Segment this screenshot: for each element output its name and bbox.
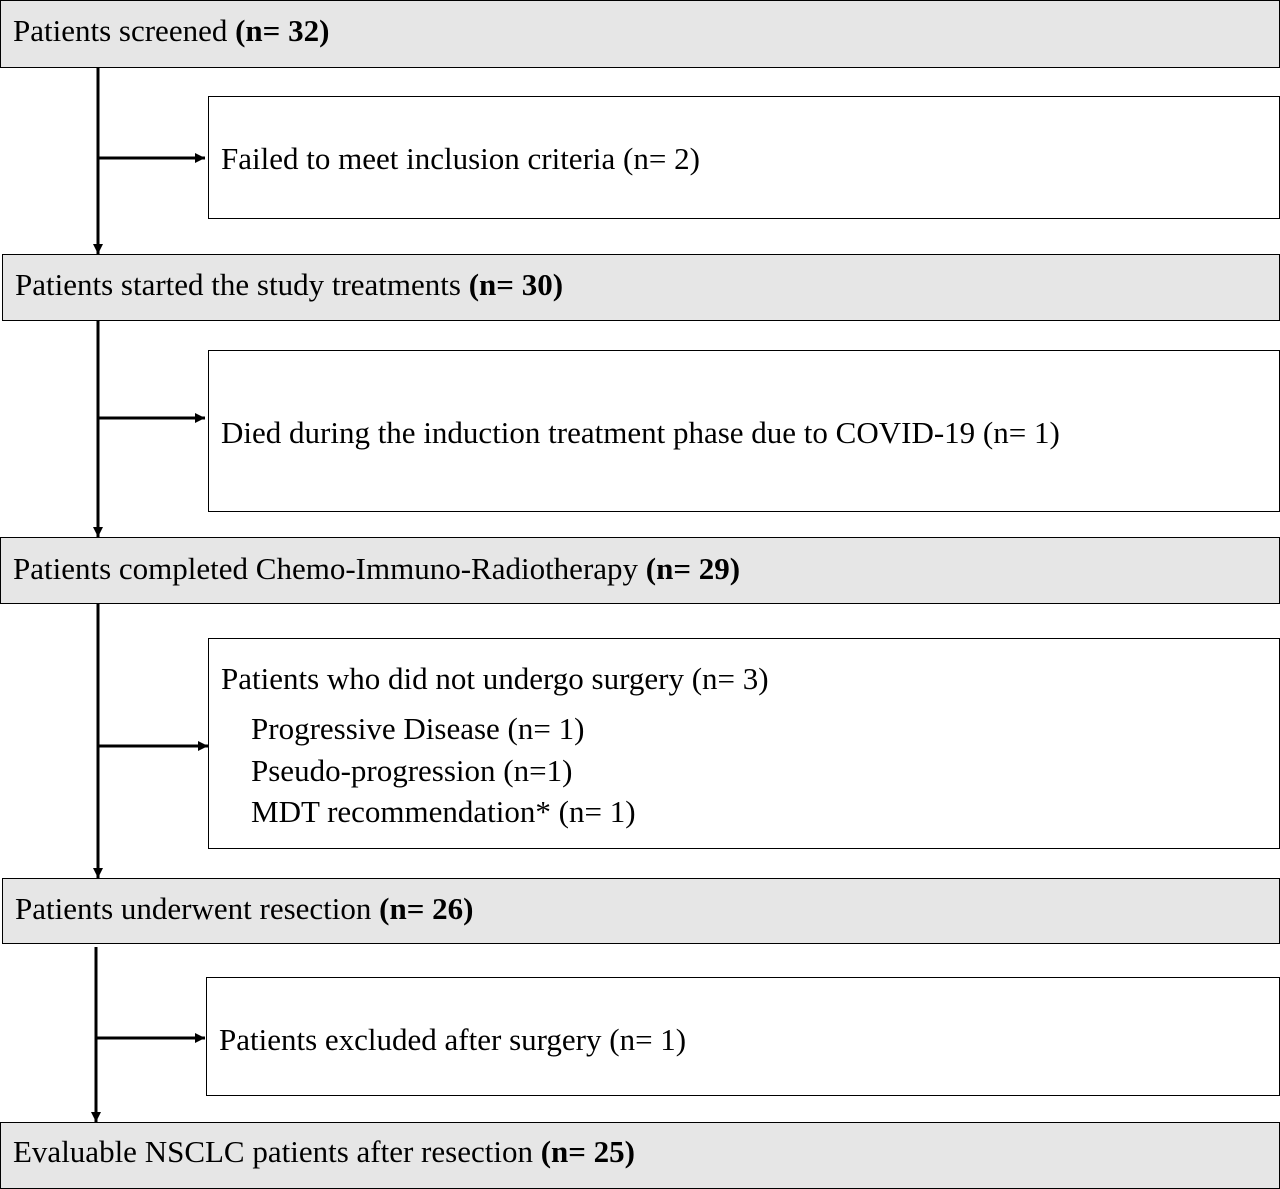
screened-label: Patients screened: [13, 13, 228, 48]
failed-label: Failed to meet inclusion criteria (n= 2): [221, 141, 700, 176]
reason-mdt-recommendation: MDT recommendation* (n= 1): [251, 794, 636, 829]
screened-count: (n= 32): [235, 13, 330, 48]
evaluable-text: [13, 1134, 635, 1170]
box-no-surgery: [208, 638, 1280, 849]
box-excluded-after-surgery: [206, 977, 1280, 1096]
box-patients-started: [2, 254, 1280, 321]
box-patients-screened: [0, 0, 1280, 68]
box-failed-inclusion: [208, 96, 1280, 219]
screened-text: [13, 13, 329, 49]
resection-text: [15, 891, 473, 927]
box-patients-completed: [0, 537, 1280, 604]
excluded-label: Patients excluded after surgery (n= 1): [219, 1022, 687, 1057]
started-text: [15, 267, 563, 303]
no-surgery-label: Patients who did not undergo surgery (n= 3): [221, 661, 769, 696]
box-underwent-resection: [2, 878, 1280, 944]
started-count: (n= 30): [468, 267, 564, 302]
started-label: Patients started the study treatments: [15, 267, 461, 302]
resection-label: Patients underwent resection: [15, 891, 372, 926]
died-label: Died during the induction treatment phase due to COVID-19 (n= 1): [221, 415, 1060, 450]
completed-text: [13, 551, 740, 587]
reason-progressive-disease: Progressive Disease (n= 1): [251, 711, 585, 746]
resection-count: (n= 26): [379, 891, 474, 926]
evaluable-label: Evaluable NSCLC patients after resection: [13, 1134, 533, 1169]
box-evaluable-patients: [0, 1122, 1280, 1189]
reason-pseudo-progression: Pseudo-progression (n=1): [251, 753, 573, 788]
completed-count: (n= 29): [645, 551, 741, 586]
box-died-covid: [208, 350, 1280, 512]
completed-label: Patients completed Chemo-Immuno-Radiotherapy: [13, 551, 639, 586]
evaluable-count: (n= 25): [540, 1134, 636, 1169]
